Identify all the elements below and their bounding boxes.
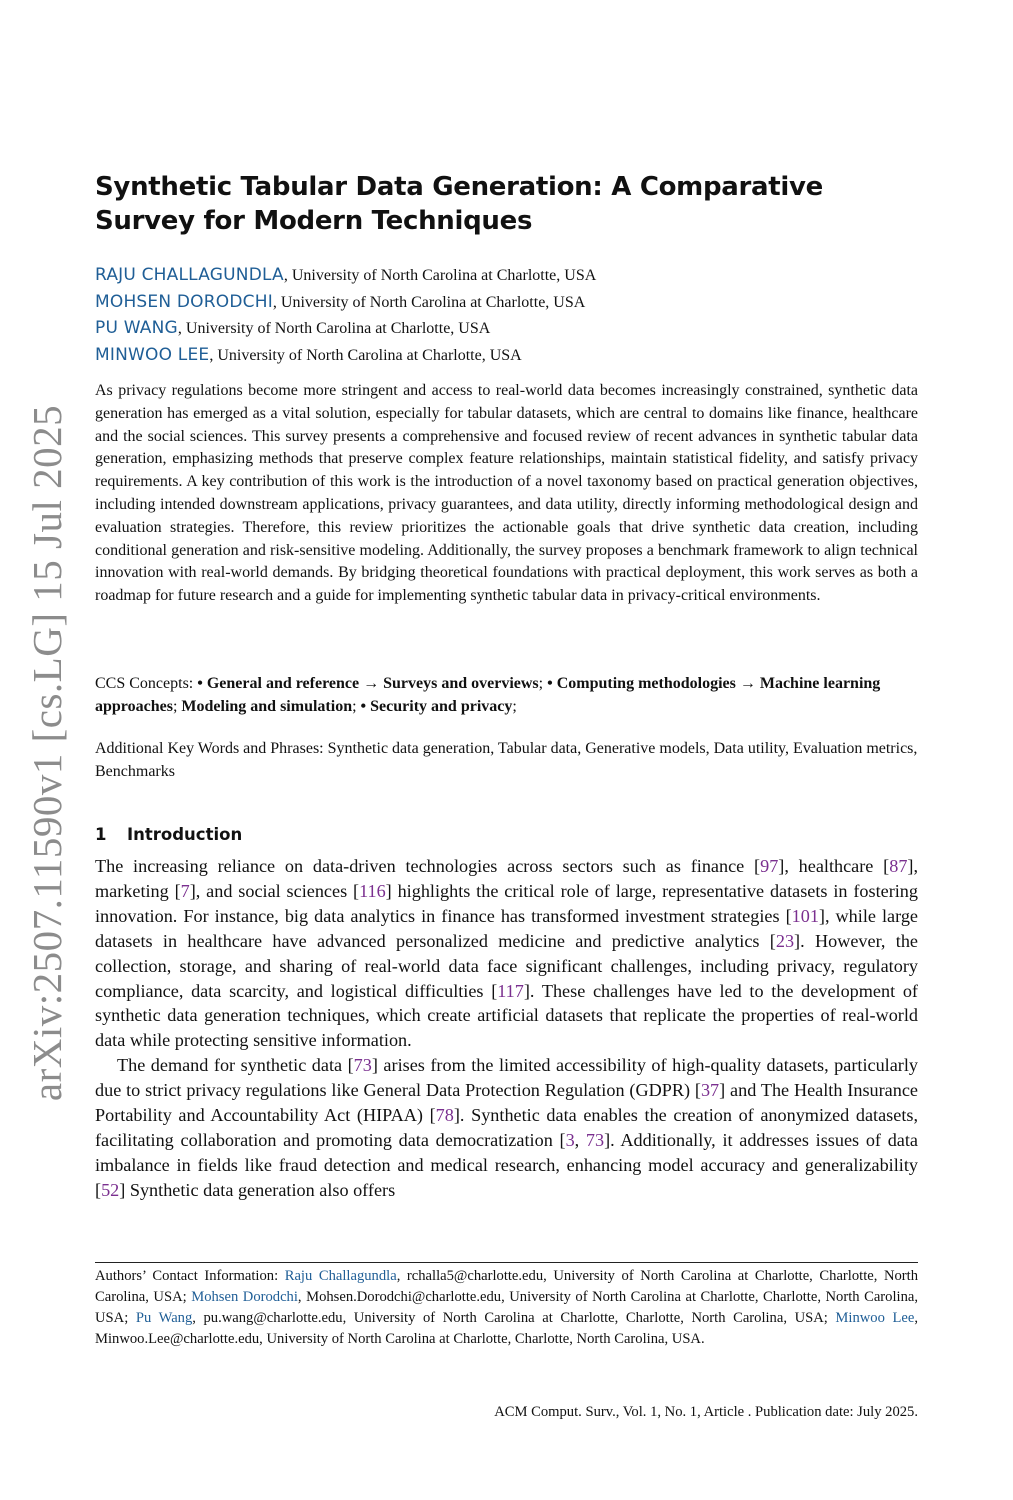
ccs-bullet: • <box>547 675 557 692</box>
author-list <box>95 262 918 368</box>
citation-link[interactable]: 117 <box>497 980 524 1001</box>
footnote-divider <box>95 1262 918 1263</box>
author-affiliation: , University of North Carolina at Charlotte, USA <box>177 320 491 337</box>
citation-link[interactable]: 3 <box>565 1129 575 1150</box>
ccs-label: CCS Concepts: <box>95 675 198 692</box>
author-affiliation: , University of North Carolina at Charlotte, USA <box>209 346 522 364</box>
ccs-arrow: → <box>359 675 384 692</box>
ccs-bullet: • <box>197 675 207 692</box>
footnote-author-info: , Minwoo.Lee@charlotte.edu, University of North Carolina at Charlotte, Charlotte, North Carolina, USA. <box>95 1310 918 1347</box>
author-entry <box>95 262 918 289</box>
text-run: ] highlights the critical role of large, representative datasets in fostering innovation. For instance, big data analytics in finance has transformed investment strategies [ <box>95 880 918 926</box>
ccs-arrow: → <box>735 675 760 692</box>
arxiv-identifier-text: arXiv:2507.11590v1 [cs.LG] 15 Jul 2025 <box>24 404 70 1102</box>
text-run: ]. These challenges have led to the development of synthetic data generation techniques, which create artificial datasets that replicate the properties of real-world data while protecting sensitive information. <box>95 980 918 1051</box>
author-contact-footnote <box>95 1266 918 1350</box>
ccs-term: Security and privacy <box>370 697 513 715</box>
text-run: ], marketing [ <box>95 856 919 901</box>
text-run: ], and social sciences [ <box>189 880 360 901</box>
author-entry <box>95 315 918 342</box>
text-run: , <box>574 1129 586 1150</box>
citation-link[interactable]: 37 <box>700 1080 720 1101</box>
footnote-author-link[interactable]: Mohsen Dorodchi <box>191 1289 298 1305</box>
author-name-link[interactable]: MINWOO LEE <box>95 344 210 365</box>
footnote-author-link[interactable]: Minwoo Lee <box>835 1310 915 1326</box>
ccs-concepts <box>95 673 918 719</box>
author-name-link[interactable]: MOHSEN DORODCHI <box>95 291 273 312</box>
author-entry <box>95 342 918 369</box>
citation-link[interactable]: 116 <box>359 880 386 901</box>
text-run: ] arises from the limited accessibility of high-quality datasets, particularly due to strict privacy regulations like General Data Protection Regulation (GDPR) [ <box>95 1055 918 1101</box>
ccs-term: Modeling and simulation <box>181 697 353 715</box>
text-run: ] and The Health Insurance Portability and Accountability Act (HIPAA) [ <box>95 1080 918 1126</box>
citation-link[interactable]: 52 <box>101 1179 120 1200</box>
footnote-author-info: , pu.wang@charlotte.edu, University of North Carolina at Charlotte, Charlotte, North Carolina, USA; <box>192 1310 836 1326</box>
paragraph <box>95 854 918 1053</box>
text-run: The increasing reliance on data-driven technologies across sectors such as finance [ <box>95 856 761 876</box>
text-run: ] Synthetic data generation also offers <box>119 1179 396 1200</box>
ccs-separator: ; <box>538 675 548 692</box>
abstract: As privacy regulations become more stringent and access to real-world data becomes increasingly constrained, synthetic data generation has emerged as a vital solution, especially for tabular datasets, which are central to domains like finance, healthcare and the social sciences. This survey presents a comprehensive and focused review of recent advances in synthetic tabular data generation, emphasizing methods that preserve complex feature relationships, maintain statistical fidelity, and satisfy privacy requirements. A key contribution of this work is the introduction of a novel taxonomy based on practical generation objectives, including intended downstream applications, privacy guarantees, and data utility, directly informing methodological design and evaluation strategies. Therefore, this review prioritizes the actionable goals that drive synthetic data creation, including conditional generation and risk-sensitive modeling. Additionally, the survey proposes a benchmark framework to align technical innovation with real-world demands. By bridging theoretical foundations with practical deployment, this work serves as both a roadmap for future research and a guide for implementing synthetic tabular data in privacy-critical environments. <box>95 382 918 605</box>
section-number: 1 <box>95 825 107 844</box>
author-name-link[interactable]: PU WANG <box>95 318 178 338</box>
text-run: The demand for synthetic data [ <box>117 1055 354 1076</box>
author-name-link[interactable]: RAJU CHALLAGUNDLA <box>95 265 284 285</box>
introduction-body <box>95 854 918 1203</box>
footnote-author-info: , rchalla5@charlotte.edu, University of North Carolina at Charlotte, Charlotte, North Carolina, USA; <box>95 1268 919 1305</box>
citation-link[interactable]: 101 <box>791 905 819 926</box>
citation-link[interactable]: 78 <box>435 1105 454 1126</box>
text-run: ], healthcare [ <box>778 856 890 876</box>
paragraph <box>95 1053 918 1202</box>
text-run: ], while large datasets in healthcare have advanced personalized medicine and predictive analytics [ <box>95 905 918 951</box>
ccs-term: Machine learning approaches <box>95 675 881 715</box>
keywords: Additional Key Words and Phrases: Synthetic data generation, Tabular data, Generative models, Data utility, Evaluation metrics, Benchmarks <box>95 740 918 780</box>
text-run: ]. Synthetic data enables the creation of anonymized datasets, facilitating collaboration and promoting data democratization [ <box>95 1105 919 1150</box>
ccs-separator: ; <box>352 697 361 715</box>
footnote-author-link[interactable]: Raju Challagundla <box>284 1268 397 1284</box>
citation-link[interactable]: 23 <box>775 930 795 951</box>
ccs-separator: ; <box>172 697 182 715</box>
section-title: Introduction <box>127 825 243 844</box>
ccs-term: Surveys and overviews <box>383 675 539 692</box>
ccs-term: General and reference <box>206 675 360 692</box>
author-affiliation: , University of North Carolina at Charlotte, USA <box>283 267 597 284</box>
footnote-prefix: Authors’ Contact Information: <box>95 1268 285 1284</box>
ccs-end: ; <box>512 697 517 715</box>
author-entry <box>95 289 918 316</box>
footnote-author-link[interactable]: Pu Wang <box>135 1310 193 1326</box>
citation-link[interactable]: 73 <box>585 1129 605 1150</box>
author-affiliation: , University of North Carolina at Charlotte, USA <box>272 293 586 311</box>
section-heading <box>95 824 242 846</box>
citation-link[interactable]: 87 <box>889 856 908 876</box>
text-run: ]. However, the collection, storage, and sharing of real-world data face significant challenges, including privacy, regulatory compliance, data scarcity, and logistical difficulties [ <box>95 930 918 1001</box>
arxiv-identifier-stamp <box>20 398 74 1108</box>
paper-title: Synthetic Tabular Data Generation: A Comparative Survey for Modern Techniques <box>95 172 823 236</box>
ccs-term: Computing methodologies <box>556 675 736 692</box>
citation-link[interactable]: 7 <box>180 880 190 901</box>
footnote-author-info: , Mohsen.Dorodchi@charlotte.edu, University of North Carolina at Charlotte, Charlotte, North Carolina, USA; <box>95 1289 918 1326</box>
ccs-bullet: • <box>360 697 371 715</box>
text-run: ]. Additionally, it addresses issues of data imbalance in fields like fraud detection and medical research, enhancing model accuracy and generalizability [ <box>95 1129 918 1200</box>
journal-footer: ACM Comput. Surv., Vol. 1, No. 1, Article . Publication date: July 2025. <box>494 1404 918 1420</box>
citation-link[interactable]: 73 <box>353 1055 372 1076</box>
citation-link[interactable]: 97 <box>760 856 779 876</box>
